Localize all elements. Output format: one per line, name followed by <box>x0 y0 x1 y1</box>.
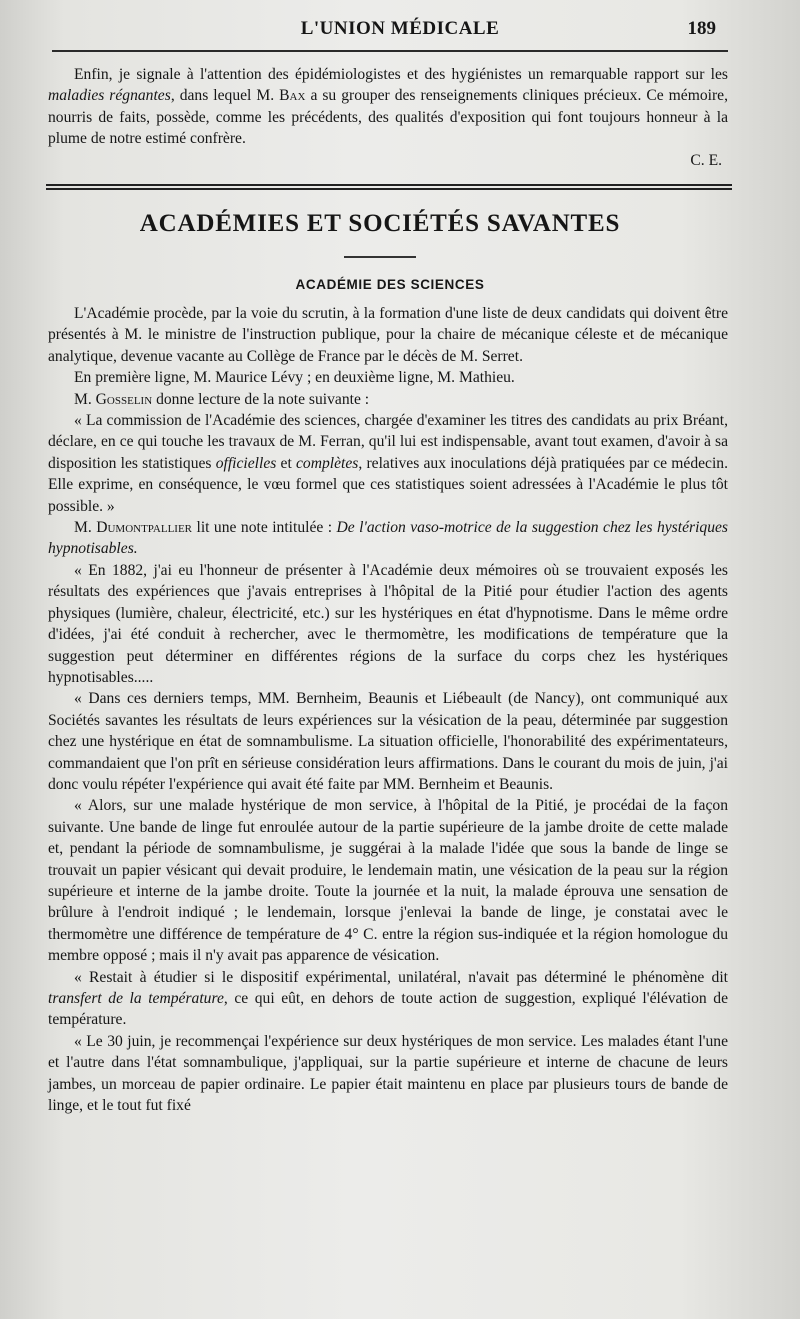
paragraph: « La commission de l'Académie des sciences, chargée d'examiner les titres des candidats au prix Bréant, déclare, en ce qui touche les travaux de M. Ferran, qu'il lui est indispensable, avant tout examen, d'avoir à sa disposition les statistiques officielles et complètes, relatives aux inoculations déjà pratiquées par ce médecin. Elle exprime, en conséquence, le vœu formel que ces statistiques soient adressées à l'Académie le plus tôt possible. » <box>48 412 728 515</box>
section-divider <box>46 184 732 190</box>
paragraph: L'Académie procède, par la voie du scrutin, à la formation d'une liste de deux candidats qui doivent être présentés à M. le ministre de l'instruction publique, pour la chaire de mécanique céleste et de mécanique analytique, devenue vacante au Collège de France par le décès de M. Serret. <box>48 305 728 365</box>
running-header <box>0 14 800 48</box>
paragraph: « Restait à étudier si le dispositif expérimental, unilatéral, n'avait pas déterminé le phénomène dit transfert de la température, ce qui eût, en dehors de toute action de suggestion, expliqué l'élévation de température. <box>48 968 728 1029</box>
paragraph: M. Dumontpallier lit une note intitulée : De l'action vaso-motrice de la suggestion chez les hystériques hypnotisables. <box>48 519 728 558</box>
paragraph: En première ligne, M. Maurice Lévy ; en deuxième ligne, M. Mathieu. <box>74 369 515 387</box>
paragraph: « En 1882, j'ai eu l'honneur de présenter à l'Académie deux mémoires où se trouvaient exposés les résultats des expériences que j'avais entreprises à l'hôpital de la Pitié pour étudier l'action des agents physiques (lumière, chaleur, électricité, etc.) sur les hystériques en état d'hypnotisme. Dans le même ordre d'idées, j'ai été conduit à rechercher, avec le thermomètre, les modifications de température que la suggestion peut déterminer en différentes régions de la surface du corps chez les hystériques hypnotisables..... <box>48 561 728 686</box>
page-number: 189 <box>687 18 716 39</box>
title-underline <box>344 256 416 258</box>
paragraph: M. Gosselin donne lecture de la note suivante : <box>74 390 370 408</box>
paragraph: « Dans ces derniers temps, MM. Bernheim, Beaunis et Liébeault (de Nancy), ont communiqué aux Sociétés savantes les résultats de leurs expériences sur la vésication de la peau, déterminée par suggestion chez une hystérique en état de somnambulisme. La situation officielle, l'honorabilité des expérimentateurs, commandaient que l'on prît en sérieuse considération leurs affirmations. Dans le courant du mois de juin, j'ai donc voulu répéter l'expérience qui avait été faite par MM. Bernheim et Beaunis. <box>48 690 728 793</box>
article-body <box>48 303 728 1116</box>
journal-title: L'UNION MÉDICALE <box>300 18 500 39</box>
signature: C. E. <box>690 151 722 169</box>
intro-paragraph: Enfin, je signale à l'attention des épidémiologistes et des hygiénistes un remarquable rapport sur les maladies régnantes, dans lequel M. Bax a su grouper des renseignements cliniques précieux. Ce mémoire, nourris de faits, possède, comme les précédents, des qualités d'exposition qui font toujours honneur à la plume de notre estimé confrère. <box>48 66 728 148</box>
paragraph: « Alors, sur une malade hystérique de mon service, à l'hôpital de la Pitié, je procédai de la façon suivante. Une bande de linge fut enroulée autour de la partie supérieure de la jambe droite de cette malade et, pendant la période de somnambulisme, je suggérai à la malade l'idée que sous la bande de linge se trouvait un papier vésicant qui devait produire, le lendemain matin, une vésication de la peau sur la région supérieure et interne de la jambe droite. Toute la journée et la nuit, la malade éprouva une sensation de brûlure à l'endroit indiqué ; le lendemain, lorsque j'enlevai la bande de linge, je constatai avec le thermomètre une différence de température de 4° C. entre la région sus-indiquée et la région homologue du membre opposé ; mais il n'y avait pas apparence de vésication. <box>48 797 728 965</box>
paragraph: « Le 30 juin, je recommençai l'expérience sur deux hystériques de mon service. Les malades étant l'une et l'autre dans l'état somnambulique, j'appliquai, sur la partie supérieure et interne de chacune de leurs jambes, un morceau de papier ordinaire. Le papier était maintenu en place par plusieurs tours de bande de linge, et le tout fut fixé <box>48 1032 728 1115</box>
section-subtitle: ACADÉMIE DES SCIENCES <box>295 277 485 292</box>
section-title: ACADÉMIES ET SOCIÉTÉS SAVANTES <box>139 210 621 237</box>
header-rule <box>52 50 728 52</box>
intro-text <box>48 64 728 171</box>
